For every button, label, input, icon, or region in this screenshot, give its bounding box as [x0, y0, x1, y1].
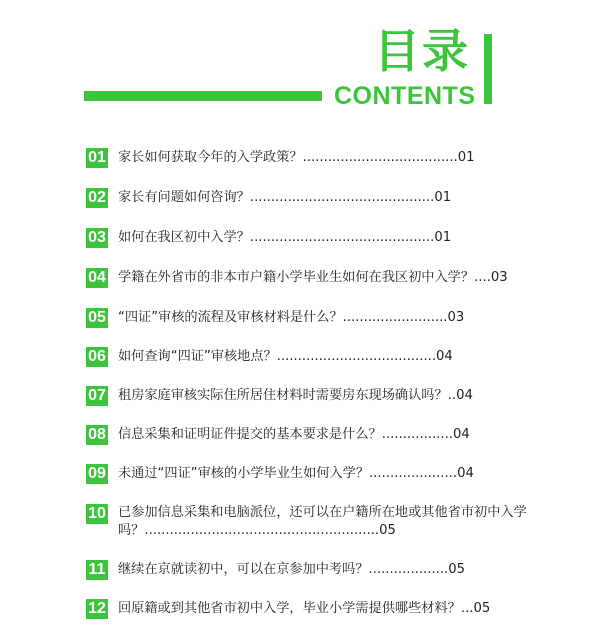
toc-entry: “四证”审核的流程及审核材料是什么？.........................03: [118, 310, 465, 325]
toc-number: 11: [86, 560, 108, 580]
toc-number: 01: [86, 148, 108, 168]
page-subtitle: CONTENTS: [334, 82, 476, 110]
toc-number: 03: [86, 228, 108, 248]
toc-number: 04: [86, 268, 108, 288]
toc-entry: 回原籍或到其他省市初中入学，毕业小学需提供哪些材料？...05: [118, 601, 491, 616]
toc-entry: 学籍在外省市的非本市户籍小学毕业生如何在我区初中入学？....03: [118, 270, 508, 285]
toc-number: 09: [86, 464, 108, 484]
toc-entry: 已参加信息采集和电脑派位，还可以在户籍所在地或其他省市初中入学吗？........................................................05: [118, 505, 527, 538]
toc-number: 02: [86, 188, 108, 208]
toc-entry: 继续在京就读初中，可以在京参加中考吗？...................05: [118, 562, 465, 577]
toc-number: 08: [86, 425, 108, 445]
toc-number: 12: [86, 599, 108, 619]
toc-entry: 如何在我区初中入学？............................................01: [118, 230, 452, 245]
toc-entry: 租房家庭审核实际住所居住材料时需要房东现场确认吗？..04: [118, 388, 473, 403]
page-title: 目录: [374, 24, 470, 78]
toc-entry: 如何查询“四证”审核地点？......................................04: [118, 349, 453, 364]
toc-entry: 信息采集和证明证件提交的基本要求是什么？.................04: [118, 427, 470, 442]
toc-number: 07: [86, 386, 108, 406]
title-accent-bar: [484, 34, 492, 104]
header-rule: [84, 91, 322, 101]
toc-entry: 未通过“四证”审核的小学毕业生如何入学？.....................04: [118, 466, 474, 481]
toc-number: 05: [86, 308, 108, 328]
toc-number: 10: [86, 504, 108, 524]
toc-number: 06: [86, 347, 108, 367]
toc-entry: 家长如何获取今年的入学政策？.....................................01: [118, 150, 475, 165]
toc-entry: 家长有问题如何咨询？............................................01: [118, 190, 452, 205]
